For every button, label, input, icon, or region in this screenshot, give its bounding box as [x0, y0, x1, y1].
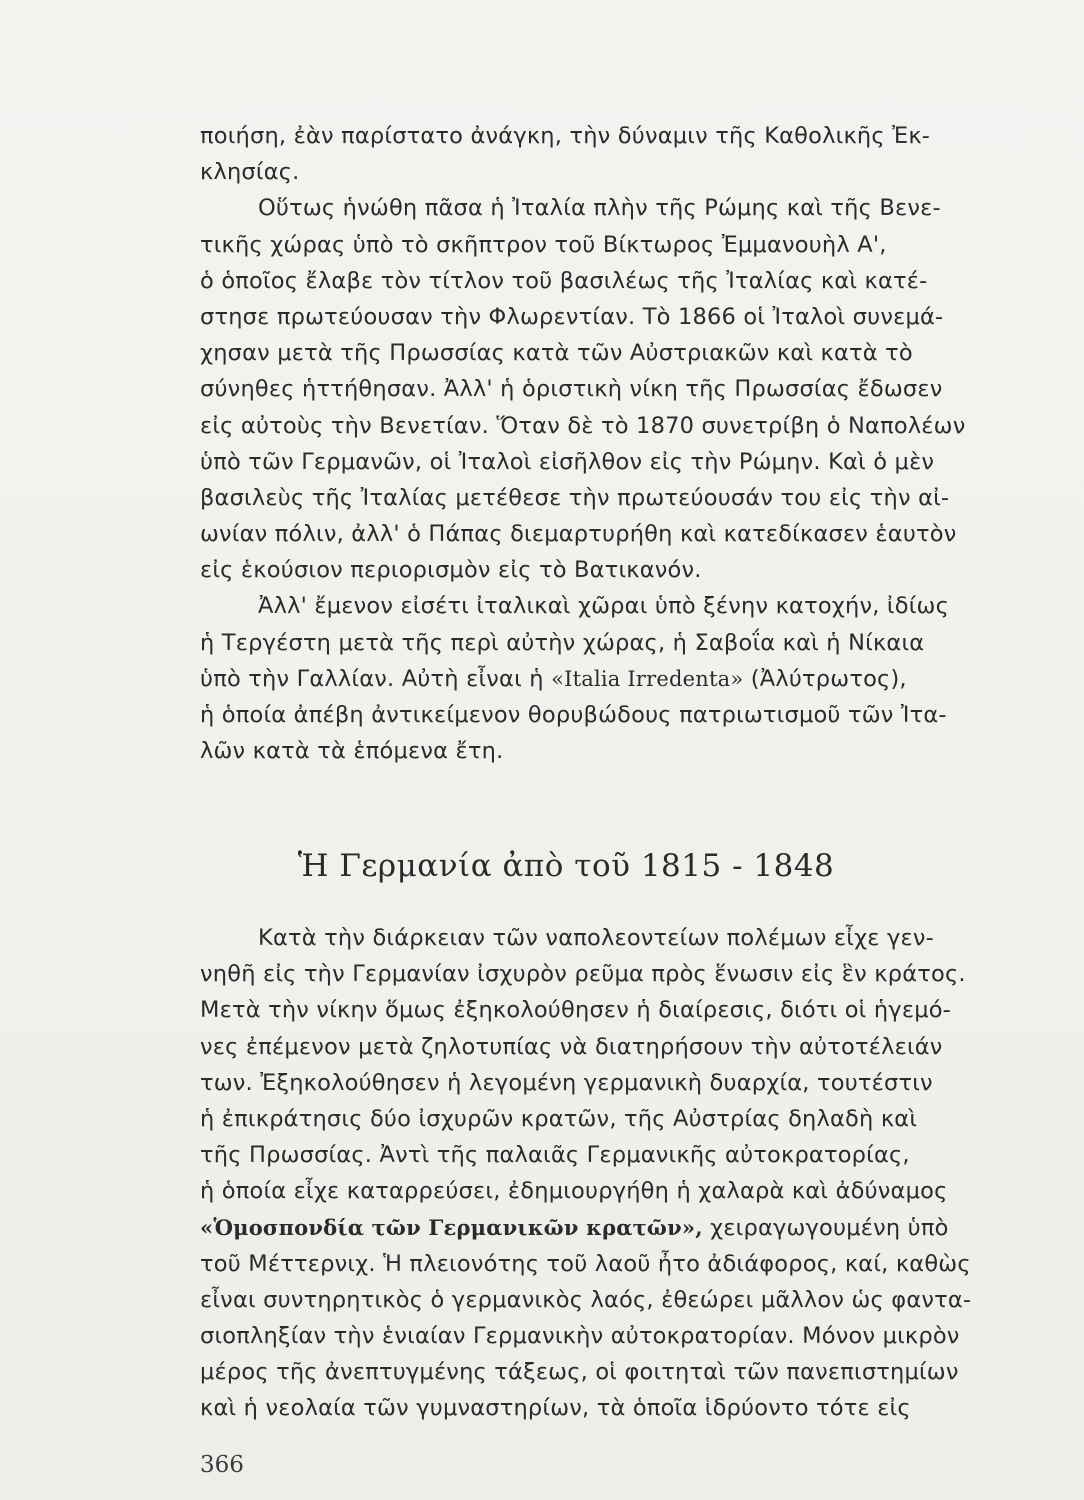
- text-line: ωνίαν πόλιν, ἀλλ' ὁ Πάπας διεμαρτυρήθη καὶ κατεδίκασεν ἑαυτὸν: [200, 521, 957, 548]
- confederation-phrase: «Ὁμοσπονδία τῶν Γερμανικῶν κρατῶν»,: [200, 1214, 703, 1240]
- text-line: στησε πρωτεύουσαν τὴν Φλωρεντίαν. Τὸ 1866 οἱ Ἰταλοὶ συνεμά-: [200, 303, 944, 330]
- text-line: κλησίας.: [200, 159, 300, 186]
- text-line: [200, 1210, 949, 1246]
- text-line: λῶν κατὰ τὰ ἑπόμενα ἔτη.: [200, 738, 504, 765]
- text-line: μέρος τῆς ἀνεπτυγμένης τάξεως, οἱ φοιτηταὶ τῶν πανεπιστημίων: [200, 1359, 959, 1386]
- text-line: Οὕτως ἡνώθη πᾶσα ἡ Ἰταλία πλὴν τῆς Ρώμης καὶ τῆς Βενε-: [258, 195, 941, 222]
- text-line: Ἀλλ' ἔμενον εἰσέτι ἰταλικαὶ χῶραι ὑπὸ ξένην κατοχήν, ἰδίως: [258, 593, 949, 620]
- text-line: ἡ ἐπικράτησις δύο ἰσχυρῶν κρατῶν, τῆς Αὐστρίας δηλαδὴ καὶ: [200, 1105, 918, 1132]
- text-line: τικῆς χώρας ὑπὸ τὸ σκῆπτρον τοῦ Βίκτωρος Ἐμμανουὴλ Α',: [200, 231, 887, 258]
- text-line: εἰς ἑκούσιον περιορισμὸν εἰς τὸ Βατικανόν.: [200, 557, 702, 584]
- text-line: ὑπὸ τῶν Γερμανῶν, οἱ Ἰταλοὶ εἰσῆλθον εἰς τὴν Ρώμην. Καὶ ὁ μὲν: [200, 448, 935, 475]
- text-line: νηθῆ εἰς τὴν Γερμανίαν ἰσχυρὸν ρεῦμα πρὸς ἕνωσιν εἰς ἓν κράτος.: [200, 961, 966, 988]
- text-line: τῆς Πρωσσίας. Ἀντὶ τῆς παλαιᾶς Γερμανικῆς αὐτοκρατορίας,: [200, 1142, 910, 1169]
- text-line: καὶ ἡ νεολαία τῶν γυμναστηρίων, τὰ ὁποῖα ἱδρύοντο τότε εἰς: [200, 1395, 911, 1422]
- text-line: τοῦ Μέττερνιχ. Ἡ πλειονότης τοῦ λαοῦ ἦτο ἀδιάφορος, καί, καθὼς: [200, 1250, 971, 1277]
- text-line: Κατὰ τὴν διάρκειαν τῶν ναπολεοντείων πολέμων εἶχε γεν-: [258, 925, 934, 951]
- text-line: ἡ ὁποία ἀπέβη ἀντικείμενον θορυβώδους πατριωτισμοῦ τῶν Ἰτα-: [200, 702, 947, 728]
- text-line: [200, 661, 907, 697]
- text-line: νες ἐπέμενον μετὰ ζηλοτυπίας νὰ διατηρήσουν τὴν αὐτοτέλειάν: [200, 1033, 943, 1060]
- page-number: 366: [200, 1452, 244, 1478]
- body-text-top: [200, 118, 966, 769]
- text-fragment: (Ἀλύτρωτος),: [743, 665, 907, 692]
- text-line: εἶναι συντηρητικὸς ὁ γερμανικὸς λαός, ἐθεώρει μᾶλλον ὡς φαντα-: [200, 1286, 972, 1313]
- text-line: ἡ Τεργέστη μετὰ τῆς περὶ αὐτὴν χώρας, ἡ Σαβοΐα καὶ ἡ Νίκαια: [200, 629, 925, 656]
- body-text-bottom: [200, 920, 972, 1427]
- text-line: των. Ἐξηκολούθησεν ἡ λεγομένη γερμανικὴ δυαρχία, τουτέστιν: [200, 1069, 933, 1096]
- text-fragment: ὑπὸ τὴν Γαλλίαν. Αὐτὴ εἶναι ἡ: [200, 665, 552, 692]
- text-line: ποιήση, ἐὰν παρίστατο ἀνάγκη, τὴν δύναμιν τῆς Καθολικῆς Ἐκ-: [200, 123, 931, 149]
- text-line: ὁ ὁποῖος ἔλαβε τὸν τίτλον τοῦ βασιλέως τῆς Ἰταλίας καὶ κατέ-: [200, 267, 928, 294]
- text-line: Μετὰ τὴν νίκην ὅμως ἐξηκολούθησεν ἡ διαίρεσις, διότι οἱ ἡγεμό-: [200, 997, 951, 1024]
- text-line: χησαν μετὰ τῆς Πρωσσίας κατὰ τῶν Αὐστριακῶν καὶ κατὰ τὸ: [200, 340, 913, 367]
- section-heading: Ἡ Γερμανία ἀπὸ τοῦ 1815 - 1848: [297, 848, 835, 884]
- text-line: σιοπληξίαν τὴν ἑνιαίαν Γερμανικὴν αὐτοκρατορίαν. Μόνον μικρὸν: [200, 1323, 960, 1350]
- italia-irredenta-phrase: «Italia Irredenta»: [551, 666, 744, 691]
- text-line: βασιλεὺς τῆς Ἰταλίας μετέθεσε τὴν πρωτεύουσάν του εἰς τὴν αἰ-: [200, 484, 950, 511]
- text-line: σύνηθες ἡττήθησαν. Ἀλλ' ἡ ὁριστικὴ νίκη τῆς Πρωσσίας ἔδωσεν: [200, 376, 943, 403]
- text-line: ἡ ὁποία εἶχε καταρρεύσει, ἐδημιουργήθη ἡ χαλαρὰ καὶ ἀδύναμος: [200, 1178, 948, 1205]
- text-fragment: χειραγωγουμένη ὑπὸ: [702, 1214, 949, 1241]
- text-line: εἰς αὐτοὺς τὴν Βενετίαν. Ὅταν δὲ τὸ 1870 συνετρίβη ὁ Ναπολέων: [200, 412, 966, 439]
